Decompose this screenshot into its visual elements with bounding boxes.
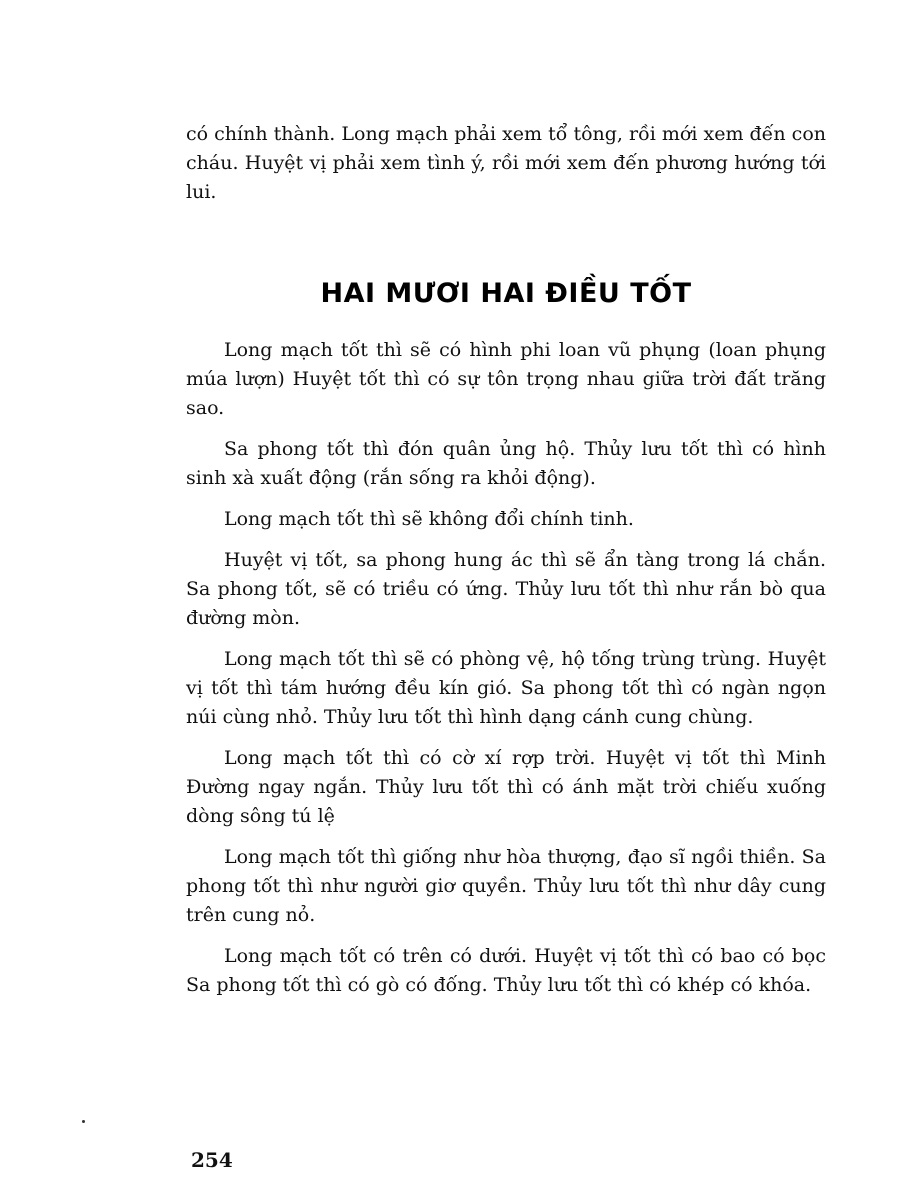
paragraph-5: Long mạch tốt thì sẽ có phòng vệ, hộ tống trùng trùng. Huyệt vị tốt thì tám hướng đều kín gió. Sa phong tốt thì có ngàn ngọn núi cùng nhỏ. Thủy lưu tốt thì hình dạng cánh cung chùng. [186,648,826,728]
paragraph-2: Sa phong tốt thì đón quân ủng hộ. Thủy lưu tốt thì có hình sinh xà xuất động (rắn sống ra khỏi động). [186,438,826,489]
body-text-block [186,336,826,1012]
paragraph-4: Huyệt vị tốt, sa phong hung ác thì sẽ ẩn tàng trong lá chắn. Sa phong tốt, sẽ có triều có ứng. Thủy lưu tốt thì như rắn bò qua đường mòn. [186,549,826,629]
paragraph-7: Long mạch tốt thì giống như hòa thượng, đạo sĩ ngồi thiền. Sa phong tốt thì như người giơ quyền. Thủy lưu tốt thì như dây cung trên cung nỏ. [186,846,826,926]
page-number: 254 [191,1148,233,1172]
section-heading: HAI MƯƠI HAI ĐIỀU TỐT [320,278,692,310]
paragraph-3: Long mạch tốt thì sẽ không đổi chính tinh. [224,508,634,530]
paragraph-8: Long mạch tốt có trên có dưới. Huyệt vị tốt thì có bao có bọc Sa phong tốt thì có gò có đống. Thủy lưu tốt thì có khép có khóa. [186,945,826,996]
paragraph-6: Long mạch tốt thì có cờ xí rợp trời. Huyệt vị tốt thì Minh Đường ngay ngắn. Thủy lưu tốt thì có ánh mặt trời chiếu xuống dòng sông tú lệ [186,747,826,827]
intro-paragraph: có chính thành. Long mạch phải xem tổ tông, rồi mới xem đến con cháu. Huyệt vị phải xem tình ý, rồi mới xem đến phương hướng tới lui. [186,123,826,203]
paragraph-1: Long mạch tốt thì sẽ có hình phi loan vũ phụng (loan phụng múa lượn) Huyệt tốt thì có sự tôn trọng nhau giữa trời đất trăng sao. [186,339,826,419]
scan-speck [82,1120,85,1123]
intro-text-block [186,120,826,219]
